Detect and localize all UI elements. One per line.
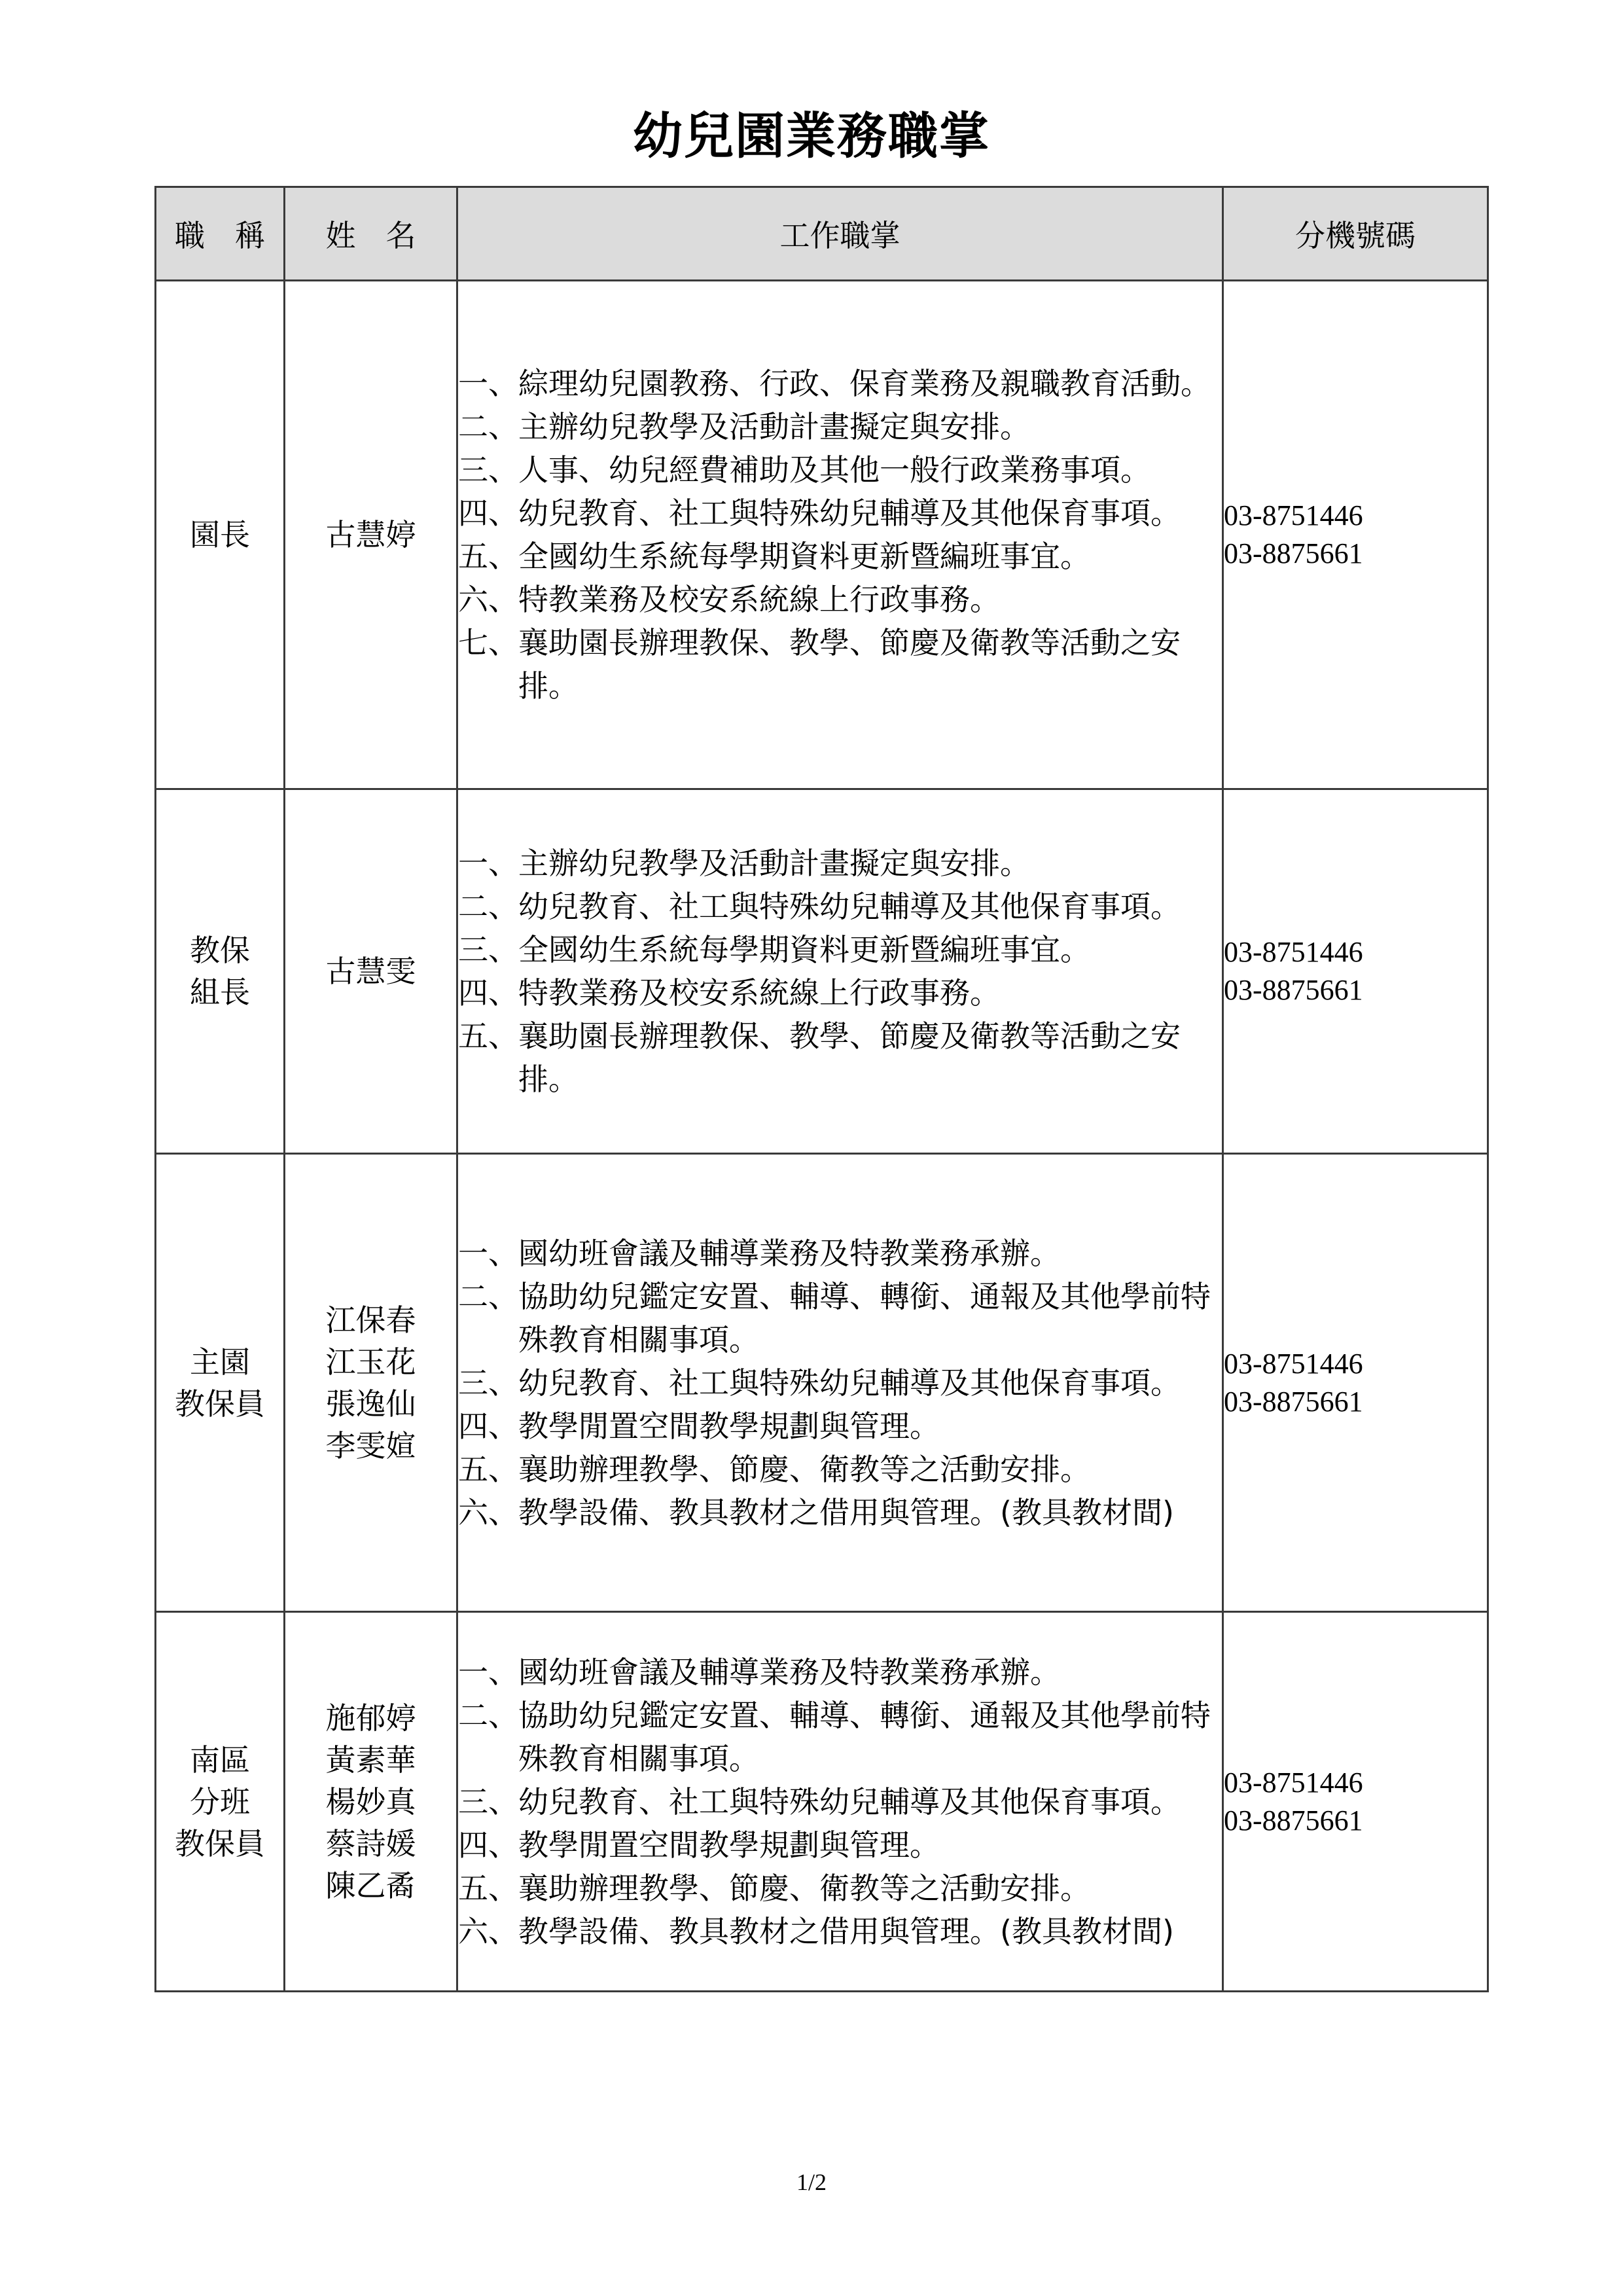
duty-item: 六、教學設備、教具教材之借用與管理。(教具教材間) (458, 1494, 1174, 1530)
job-title-cell (156, 1154, 285, 1612)
duty-item: 一、主辦幼兒教學及活動計畫擬定與安排。 (458, 846, 1030, 881)
duty-item: 二、協助幼兒鑑定安置、輔導、轉銜、通報及其他學前特殊教育相關事項。 (458, 1697, 1211, 1776)
staff-name: 陳乙矞 (325, 1867, 416, 1903)
job-title-line: 教保員 (175, 1386, 265, 1422)
staff-name: 張逸仙 (325, 1386, 416, 1422)
phone-cell (1223, 1612, 1488, 1992)
phone-number: 03-8875661 (1224, 1385, 1363, 1418)
header-row (156, 187, 1488, 281)
duty-item: 一、綜理幼兒園教務、行政、保育業務及親職教育活動。 (458, 366, 1211, 401)
job-title-cell (156, 281, 285, 789)
job-title-line: 園長 (190, 517, 250, 552)
names-cell (285, 281, 457, 789)
duty-item: 三、幼兒教育、社工與特殊幼兒輔導及其他保育事項。 (458, 1784, 1181, 1820)
duty-item: 三、幼兒教育、社工與特殊幼兒輔導及其他保育事項。 (458, 1365, 1181, 1401)
names-cell (285, 1612, 457, 1992)
staff-name: 蔡詩媛 (325, 1825, 416, 1861)
table-row (156, 789, 1488, 1154)
job-title-line: 教保員 (175, 1825, 265, 1861)
phone-cell (1223, 1154, 1488, 1612)
staff-name: 古慧婷 (325, 517, 416, 552)
duties-cell (457, 1612, 1223, 1992)
duty-item: 五、全國幼生系統每學期資料更新暨編班事宜。 (458, 539, 1090, 574)
duty-item: 一、國幼班會議及輔導業務及特教業務承辦。 (458, 1654, 1060, 1690)
job-title-line: 分班 (190, 1784, 250, 1820)
phone-number: 03-8875661 (1224, 974, 1363, 1006)
staff-name: 李雯媗 (325, 1427, 416, 1463)
header-name: 姓 名 (285, 187, 457, 281)
duty-item: 六、特教業務及校安系統線上行政事務。 (458, 582, 1000, 617)
phone-number: 03-8751446 (1224, 1766, 1363, 1799)
phone-cell (1223, 281, 1488, 789)
job-title-line: 南區 (190, 1742, 250, 1778)
duty-item: 七、襄助園長辦理教保、教學、節慶及衛教等活動之安排。 (458, 625, 1181, 704)
staff-name: 江保春 (325, 1302, 416, 1338)
page-number: 1/2 (796, 2169, 827, 2195)
names-cell (285, 1154, 457, 1612)
job-title-cell (156, 789, 285, 1154)
duties-cell (457, 789, 1223, 1154)
duties-cell (457, 281, 1223, 789)
table-row (156, 281, 1488, 789)
staff-name: 施郁婷 (325, 1700, 416, 1736)
duty-item: 四、特教業務及校安系統線上行政事務。 (458, 975, 1000, 1011)
job-title-line: 主園 (190, 1344, 250, 1380)
phone-number: 03-8875661 (1224, 1804, 1363, 1837)
duty-item: 四、幼兒教育、社工與特殊幼兒輔導及其他保育事項。 (458, 495, 1181, 531)
staff-name: 江玉花 (325, 1344, 416, 1380)
phone-number: 03-8751446 (1224, 1347, 1363, 1380)
header-duties: 工作職掌 (457, 187, 1223, 281)
duty-item: 四、教學閒置空間教學規劃與管理。 (458, 1827, 940, 1863)
staff-name: 楊妙真 (325, 1784, 416, 1820)
phone-number: 03-8875661 (1224, 537, 1363, 569)
duty-item: 三、人事、幼兒經費補助及其他一般行政業務事項。 (458, 452, 1150, 488)
job-title-cell (156, 1612, 285, 1992)
duty-item: 三、全國幼生系統每學期資料更新暨編班事宜。 (458, 932, 1090, 967)
phone-number: 03-8751446 (1224, 936, 1363, 968)
page-title: 幼兒園業務職掌 (633, 107, 990, 165)
staff-name: 古慧雯 (325, 954, 416, 989)
duty-item: 二、幼兒教育、社工與特殊幼兒輔導及其他保育事項。 (458, 889, 1181, 924)
job-title-line: 組長 (190, 975, 250, 1010)
duty-item: 六、教學設備、教具教材之借用與管理。(教具教材間) (458, 1913, 1174, 1949)
phone-number: 03-8751446 (1224, 499, 1363, 531)
duty-table (154, 186, 1489, 1992)
header-title: 職 稱 (156, 187, 285, 281)
table-row (156, 1154, 1488, 1612)
duties-cell (457, 1154, 1223, 1612)
header-phone: 分機號碼 (1223, 187, 1488, 281)
names-cell (285, 789, 457, 1154)
duty-item: 五、襄助園長辦理教保、教學、節慶及衛教等活動之安排。 (458, 1018, 1181, 1097)
duty-item: 一、國幼班會議及輔導業務及特教業務承辦。 (458, 1235, 1060, 1271)
duty-item: 四、教學閒置空間教學規劃與管理。 (458, 1408, 940, 1444)
staff-name: 黃素華 (325, 1742, 416, 1778)
table-row (156, 1612, 1488, 1992)
job-title-line: 教保 (190, 933, 250, 968)
duty-item: 五、襄助辦理教學、節慶、衛教等之活動安排。 (458, 1870, 1090, 1906)
phone-cell (1223, 789, 1488, 1154)
duty-item: 二、協助幼兒鑑定安置、輔導、轉銜、通報及其他學前特殊教育相關事項。 (458, 1278, 1211, 1357)
duty-item: 五、襄助辦理教學、節慶、衛教等之活動安排。 (458, 1451, 1090, 1487)
duty-item: 二、主辦幼兒教學及活動計畫擬定與安排。 (458, 409, 1030, 444)
